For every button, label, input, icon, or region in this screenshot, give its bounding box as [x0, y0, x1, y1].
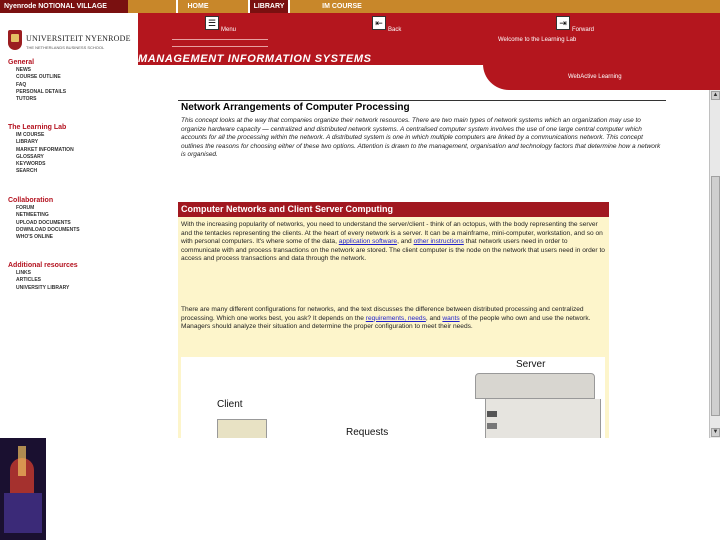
back-label: Back	[388, 27, 402, 33]
nav-item-course-outline[interactable]: COURSE OUTLINE	[16, 74, 61, 81]
banner-divider	[172, 46, 268, 47]
nav-item-library[interactable]: LIBRARY	[16, 139, 39, 146]
link-other-instructions[interactable]: other instructions	[413, 238, 464, 246]
left-navigation	[0, 13, 138, 438]
site-title: Nyenrode NOTIONAL VILLAGE	[0, 0, 128, 13]
nav-item-market-information[interactable]: MARKET INFORMATION	[16, 146, 74, 153]
nav-item-upload-documents[interactable]: UPLOAD DOCUMENTS	[16, 219, 71, 226]
photo-detail	[18, 446, 26, 476]
section-title: Computer Networks and Client Server Computing	[178, 202, 609, 217]
menu-icon: ☰	[205, 16, 219, 30]
photo-detail	[4, 493, 42, 533]
server-drive-slot	[487, 411, 497, 417]
webactive-text: WebActive Learning	[568, 74, 622, 80]
nav-item-news[interactable]: NEWS	[16, 67, 31, 73]
welcome-text: Welcome to the Learning Lab	[498, 37, 577, 43]
tab-home[interactable]: HOME	[187, 3, 209, 10]
nav-item-netmeeting[interactable]: NETMEETING	[16, 212, 49, 219]
logo-subtitle: THE NETHERLANDS BUSINESS SCHOOL	[26, 45, 105, 50]
nav-heading-learning-lab: The Learning Lab	[8, 124, 67, 131]
banner-divider	[172, 39, 268, 40]
main-content	[178, 100, 708, 438]
nav-item-faq[interactable]: FAQ	[16, 81, 27, 88]
body-paragraph	[181, 306, 605, 332]
server-drive-slot	[487, 423, 497, 429]
link-wants[interactable]: wants	[442, 314, 460, 322]
nav-item-university-library[interactable]: UNIVERSITY LIBRARY	[16, 284, 70, 291]
nav-item-personal-details[interactable]: PERSONAL DETAILS	[16, 88, 67, 95]
client-computer-icon	[217, 419, 267, 438]
paragraph-text: , and	[397, 238, 412, 246]
top-navigation-bar	[0, 0, 720, 13]
tab-library[interactable]: LIBRARY	[250, 0, 288, 13]
paragraph-text: , and	[425, 314, 441, 322]
nav-item-articles[interactable]: ARTICLES	[16, 277, 41, 284]
nav-item-im-course[interactable]: IM COURSE	[16, 132, 45, 138]
header-banner	[138, 13, 720, 90]
nav-item-forum[interactable]: FORUM	[16, 205, 35, 211]
link-application-software[interactable]: application software	[338, 238, 398, 246]
nav-group-additional-resources	[8, 261, 78, 292]
scroll-down-icon[interactable]: ▼	[712, 429, 719, 435]
page-title: MANAGEMENT INFORMATION SYSTEMS	[138, 53, 372, 65]
server-label: Server	[516, 359, 546, 370]
intro-paragraph: This concept looks at the way that companies organize their network resources. There are two main types of network systems which an organization may use to organize hardware capacity — centralized and distributed network systems. A centralised computer system involves the use of one large central computer which accounts for all the processing within the network. A distributed system is one in which multiple computers are linked by a communications network. This concept outlines the reasons for choosing either of these two options. Attention is drawn to the management, organisation and technology factors that determine how a network is organised.	[181, 117, 661, 159]
nav-item-download-documents[interactable]: DOWNLOAD DOCUMENTS	[16, 226, 80, 233]
server-icon	[475, 373, 595, 399]
nav-item-tutors[interactable]: TUTORS	[16, 96, 37, 103]
content-divider	[178, 100, 666, 101]
body-paragraph	[181, 221, 605, 264]
nav-item-search[interactable]: SEARCH	[16, 168, 38, 175]
nav-item-keywords[interactable]: KEYWORDS	[16, 161, 46, 168]
content-heading: Network Arrangements of Computer Processing	[181, 102, 410, 113]
nav-heading-additional-resources: Additional resources	[8, 262, 78, 269]
client-server-figure	[181, 357, 605, 438]
crest-icon	[8, 30, 22, 50]
section-body	[178, 217, 609, 438]
forward-arrow-icon: ⇥	[556, 16, 570, 30]
client-label: Client	[217, 399, 243, 410]
nav-item-links[interactable]: LINKS	[16, 270, 31, 276]
paragraph-text: With the increasing popularity of networks, you need to understand the server/client - think of an octopus, with the body representing the server and the tentacles representing the clients. At the heart of every network is a server. It can be a mainframe, mini-computer, workstation, and so on with personal computers. It's where some of the data,	[181, 221, 603, 246]
campus-photo	[0, 438, 46, 540]
back-arrow-icon: ⇤	[372, 16, 386, 30]
paragraph-text: that network users need in order to communicate with and process transactions on the network are stored. The client computer is the node on the network that users need in order to access and process transactions and data through the network.	[181, 238, 605, 263]
forward-button[interactable]	[556, 16, 616, 36]
logo-name: UNIVERSITEIT NYENRODE	[26, 34, 131, 43]
nav-heading-general: General	[8, 59, 35, 66]
nav-item-whos-online[interactable]: WHO'S ONLINE	[16, 234, 54, 241]
scroll-thumb[interactable]	[711, 176, 720, 416]
paragraph-text: There are many different configurations for networks, and the text discusses the difference between distributed processing and centralized processing. Which one works best, you ask? It depends on the	[181, 306, 584, 322]
menu-button[interactable]	[205, 16, 255, 36]
nav-group-general	[8, 58, 66, 103]
menu-label: Menu	[221, 27, 237, 33]
link-requirements-needs[interactable]: requirements, needs	[365, 314, 426, 322]
tab-im-course[interactable]: IM COURSE	[322, 3, 362, 10]
nav-group-collaboration	[8, 196, 80, 241]
scroll-up-icon[interactable]: ▲	[712, 92, 719, 98]
server-cabinet	[485, 399, 601, 438]
forward-label: Forward	[572, 27, 595, 33]
vertical-scrollbar[interactable]	[709, 90, 720, 438]
back-button[interactable]	[372, 16, 422, 36]
requests-label: Requests	[346, 427, 389, 438]
nav-group-learning-lab	[8, 123, 74, 176]
nav-item-glossary[interactable]: GLOSSARY	[16, 153, 44, 160]
nav-heading-collaboration: Collaboration	[8, 197, 54, 204]
paragraph-text: of the people who own and use the network. Managers should analyze their situation and determine the proper configuration to meet their needs.	[181, 314, 591, 331]
